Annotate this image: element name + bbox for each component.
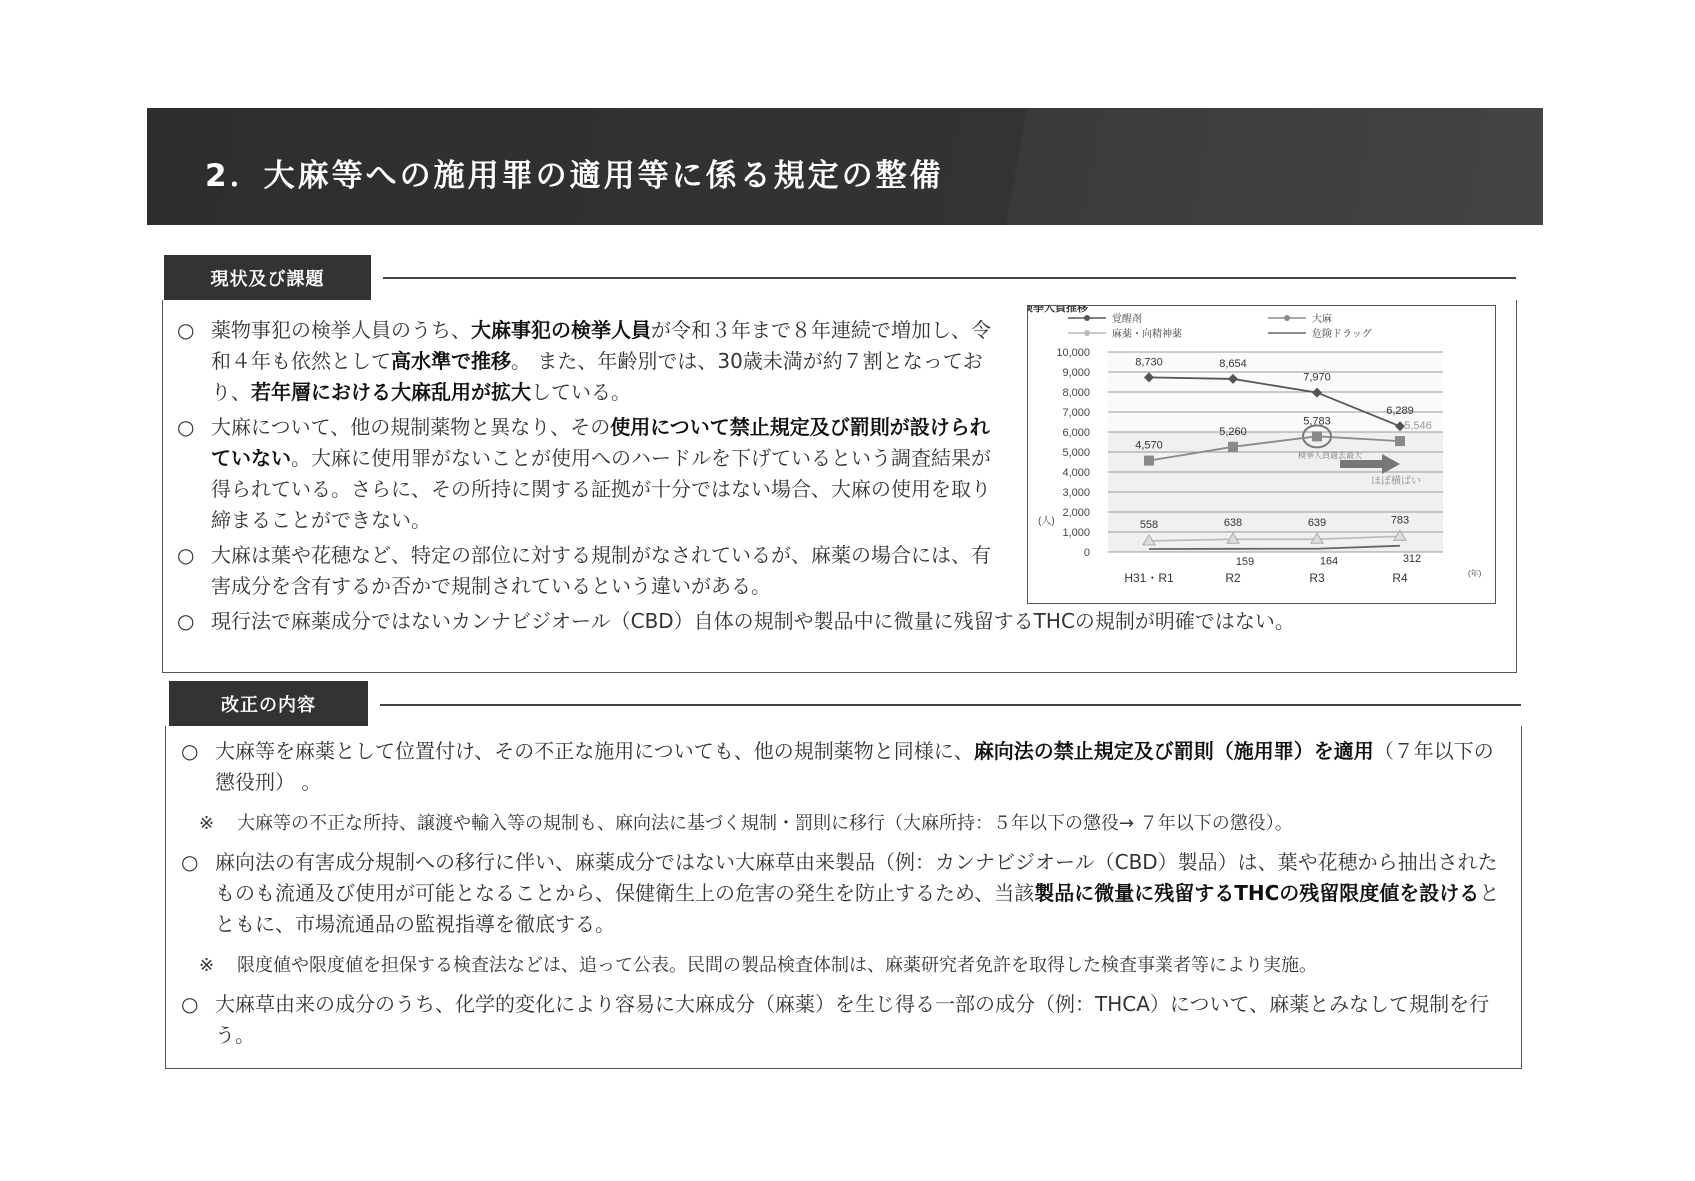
data-label: 5,260: [1219, 425, 1247, 438]
section-label-amendment: 改正の内容: [169, 681, 368, 726]
bullet-item: [177, 606, 1531, 637]
bullet-item: [177, 540, 997, 602]
title-banner: [147, 108, 1543, 225]
data-label: 8,654: [1219, 357, 1247, 370]
data-label: 159: [1235, 555, 1255, 568]
emphasis-text: 大麻事犯の検挙人員: [471, 318, 651, 342]
data-label: 4,570: [1135, 439, 1163, 452]
body-text: 麻向法の有害成分規制への移行に伴い、麻薬成分ではない大麻草由来製品（例：カンナビジオール（CBD）製品）は、葉や花穂から抽出されたものも流通及び使用が可能となることから、保健衛生上の危害の発生を防止するため、当該: [215, 850, 1498, 905]
body-text: 。大麻に使用罪がないことが使用へのハードルを下げているという調査結果が得られている。さらに、その所持に関する証拠が十分ではない場合、大麻の使用を取り締まることができない。: [211, 446, 991, 532]
y-tick-label: 9,000: [1062, 367, 1090, 379]
body-text: 大麻草由来の成分のうち、化学的変化により容易に大麻成分（麻薬）を生じ得る一部の成分（例：THCA）について、麻薬とみなして規制を行う。: [215, 992, 1490, 1047]
bullet-circle-icon: ○: [181, 992, 199, 1016]
data-point-square: [1395, 436, 1405, 446]
section-divider: [380, 704, 1521, 706]
body-text: 大麻等を麻薬として位置付け、その不正な施用についても、他の規制薬物と同様に、: [215, 739, 974, 763]
body-text: 。 また、年齢別では、30歳未満が約７割となっており、: [211, 349, 983, 404]
bullet-circle-icon: ○: [177, 415, 195, 439]
data-label: 6,289: [1386, 405, 1414, 418]
arrests-chart: [1027, 305, 1496, 604]
data-point-square: [1228, 442, 1238, 452]
note-item: [181, 808, 1511, 839]
x-tick-label: H31・R1: [1124, 571, 1174, 585]
annotation-flat: ほぼ横ばい: [1371, 476, 1421, 487]
data-label: 5,546: [1404, 420, 1432, 433]
y-axis-unit: (人): [1038, 516, 1055, 527]
body-text: （７年以下の懲役刑） 。: [215, 739, 1494, 794]
body-text: している。: [531, 380, 631, 404]
legend-label: 麻薬・向精神薬: [1112, 329, 1182, 340]
bullet-circle-icon: ○: [181, 850, 199, 874]
legend-marker: [1084, 315, 1090, 321]
data-label: 7,970: [1303, 371, 1331, 384]
data-label: 164: [1319, 555, 1339, 568]
bullet-circle-icon: ○: [177, 609, 195, 633]
body-text: 現行法で麻薬成分ではないカンナビジオール（CBD）自体の規制や製品中に微量に残留するTHCの規制が明確ではない。: [211, 609, 1295, 633]
y-tick-label: 10,000: [1056, 347, 1090, 359]
y-tick-label: 6,000: [1062, 427, 1090, 439]
arrests-line-chart: [1028, 306, 1495, 603]
y-tick-label: 2,000: [1062, 507, 1090, 519]
emphasis-text: 若年層における大麻乱用が拡大: [251, 380, 531, 404]
emphasis-text: 高水準で推移: [391, 349, 511, 373]
emphasis-text: 麻向法の禁止規定及び罰則（施用罪）を適用: [973, 739, 1374, 763]
legend-label: 覚醒剤: [1112, 314, 1142, 325]
body-text: 限度値や限度値を担保する検査法などは、追って公表。民間の製品検査体制は、麻薬研究者免許を取得した検査事業者等により実施。: [237, 955, 1317, 976]
y-tick-label: 3,000: [1062, 487, 1090, 499]
data-point-square: [1144, 456, 1154, 466]
body-text: とともに、市場流通品の監視指導を徹底する。: [215, 881, 1500, 936]
x-axis-unit: (年): [1468, 569, 1482, 578]
y-tick-label: 8,000: [1062, 387, 1090, 399]
bullet-circle-icon: ○: [177, 318, 195, 342]
data-label: 312: [1402, 552, 1422, 565]
bullet-item: [177, 412, 997, 536]
legend-marker: [1284, 315, 1290, 321]
emphasis-text: 使用について禁止規定及び罰則が設けられていない: [211, 415, 990, 470]
body-text: が令和３年まで８年連続で増加し、令和４年も依然として: [211, 318, 991, 373]
data-label: 783: [1390, 514, 1410, 527]
bullet-item: [181, 736, 1511, 798]
data-point-square: [1312, 431, 1322, 441]
bullet-circle-icon: ○: [181, 739, 199, 763]
body-text: 大麻は葉や花穂など、特定の部位に対する規制がなされているが、麻薬の場合には、有害成分を含有するか否かで規制されているという違いがある。: [211, 543, 991, 598]
note-item: [181, 950, 1511, 981]
y-tick-label: 0: [1083, 547, 1090, 559]
data-label: 5,783: [1303, 415, 1331, 428]
legend-marker: [1084, 330, 1090, 336]
body-text: 大麻について、他の規制薬物と異なり、その: [211, 415, 611, 439]
reference-mark-icon: ※: [199, 955, 215, 976]
bullet-item: [181, 847, 1511, 940]
bullet-circle-icon: ○: [177, 543, 195, 567]
y-tick-label: 4,000: [1062, 467, 1090, 479]
amendment-list: [181, 734, 1511, 1053]
section-label-current-issues: 現状及び課題: [164, 255, 371, 300]
data-label: 8,730: [1135, 356, 1163, 369]
body-text: 大麻等の不正な所持、譲渡や輸入等の規制も、麻向法に基づく規制・罰則に移行（大麻所持：５年以下の懲役→ ７年以下の懲役）。: [237, 813, 1293, 834]
bullet-item: [177, 315, 997, 408]
y-tick-label: 5,000: [1062, 447, 1090, 459]
legend-label: 大麻: [1312, 314, 1332, 325]
body-text: 薬物事犯の検挙人員のうち、: [211, 318, 471, 342]
data-label: 638: [1223, 517, 1243, 530]
section-divider: [383, 277, 1516, 279]
chart-title: 検挙人員推移: [1028, 306, 1088, 314]
data-label: 558: [1139, 518, 1159, 531]
reference-mark-icon: ※: [199, 813, 215, 834]
page-title: 2．大麻等への施用罪の適用等に係る規定の整備: [205, 158, 944, 194]
annotation-peak: 検挙人員過去最大: [1298, 451, 1362, 460]
y-tick-label: 1,000: [1062, 527, 1090, 539]
bullet-item: [181, 989, 1511, 1051]
data-label: 639: [1307, 517, 1327, 530]
y-tick-label: 7,000: [1062, 407, 1090, 419]
x-tick-label: R3: [1309, 571, 1325, 585]
legend-label: 危険ドラッグ: [1312, 329, 1372, 340]
x-tick-label: R2: [1225, 571, 1241, 585]
emphasis-text: 製品に微量に残留するTHCの残留限度値を設ける: [1034, 881, 1480, 905]
x-tick-label: R4: [1392, 571, 1408, 585]
